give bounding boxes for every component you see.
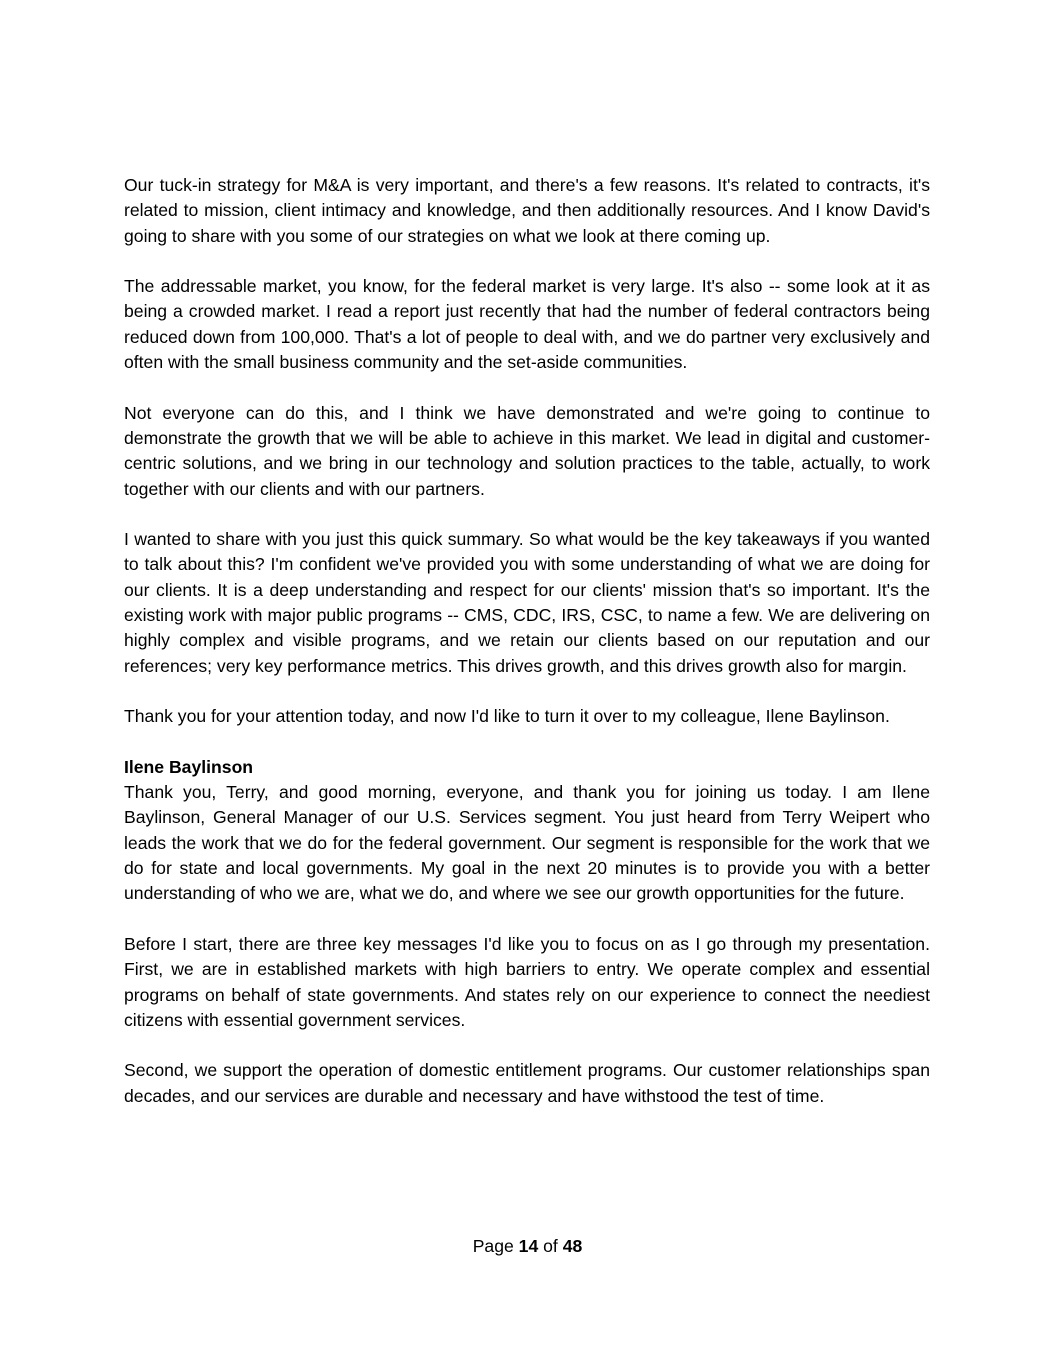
page-footer [0,1234,1055,1258]
paragraph-ma-strategy: Our tuck-in strategy for M&A is very important, and there's a few reasons. It's related to contracts, it's related to mission, client intimacy and knowledge, and then additionally resources. And I know David's going to share with you some of our strategies on what we look at there coming up. [124,175,930,246]
page-label: Page [472,1236,514,1256]
paragraph-entitlement-programs: Second, we support the operation of domestic entitlement programs. Our customer relationships span decades, and our services are durable and necessary and have withstood the test of time. [124,1060,930,1106]
total-page-count: 48 [562,1236,583,1256]
of-label: of [543,1236,558,1256]
paragraph-key-messages: Before I start, there are three key messages I'd like you to focus on as I go through my presentation. First, we are in established markets with high barriers to entry. We operate complex and essential programs on behalf of state governments. And states rely on our experience to connect the neediest citizens with essential government services. [124,933,930,1030]
speaker-name: Ilene Baylinson [124,756,254,777]
paragraph-growth-demonstration: Not everyone can do this, and I think we have demonstrated and we're going to continue to demonstrate the growth that we will be able to achieve in this market. We lead in digital and customer-centric solutions, and we bring in our technology and solution practices to the table, actually, to work together with our clients and with our partners. [124,402,930,499]
current-page-number: 14 [518,1236,539,1256]
paragraph-addressable-market: The addressable market, you know, for the federal market is very large. It's also -- some look at it as being a crowded market. I read a report just recently that had the number of federal contractors being reduced down from 100,000. That's a lot of people to deal with, and we do partner very exclusively and often with the small business community and the set-aside communities. [124,276,930,373]
paragraph-handover: Thank you for your attention today, and now I'd like to turn it over to my colleague, Ilene Baylinson. [124,706,890,727]
transcript-body [124,173,930,1109]
paragraph-introduction: Thank you, Terry, and good morning, everyone, and thank you for joining us today. I am Ilene Baylinson, General Manager of our U.S. Services segment. You just heard from Terry Weipert who leads the work that we do for the federal government. Our segment is responsible for the work that we do for state and local governments. My goal in the next 20 minutes is to provide you with a better understanding of who we are, what we do, and where we see our growth opportunities for the future. [124,782,930,904]
paragraph-key-takeaways: I wanted to share with you just this quick summary. So what would be the key takeaways if you wanted to talk about this? I'm confident we've provided you with some understanding of what we are doing for our clients. It is a deep understanding and respect for our clients' mission that's so important. It's the existing work with major public programs -- CMS, CDC, IRS, CSC, to name a few. We are delivering on highly complex and visible programs, and we retain our clients based on our reputation and our references; very key performance metrics. This drives growth, and this drives growth also for margin. [124,529,930,676]
